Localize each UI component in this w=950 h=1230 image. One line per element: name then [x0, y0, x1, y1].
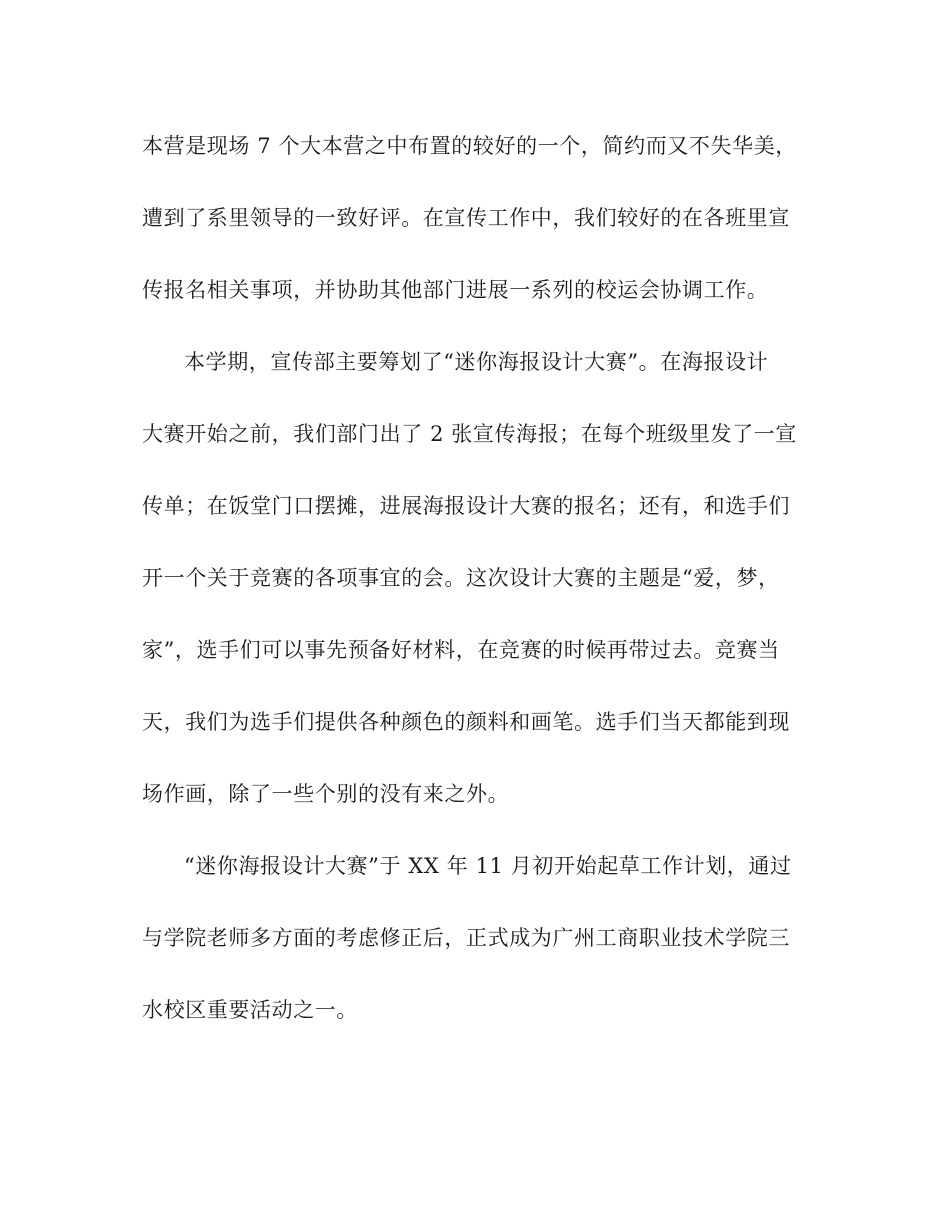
text-line: 家”，选手们可以事先预备好材料，在竞赛的时候再带过去。竞赛当: [142, 638, 780, 662]
text-line: 传单；在饭堂门口摆摊，进展海报设计大赛的报名；还有，和选手们: [142, 494, 790, 518]
text-line: 开一个关于竞赛的各项事宜的会。这次设计大赛的主题是“爱，梦，: [142, 566, 780, 590]
text-line: 水校区重要活动之一。: [142, 998, 358, 1022]
text-line: 场作画，除了一些个别的没有来之外。: [142, 782, 510, 806]
text-line: 大赛开始之前，我们部门出了 2 张宣传海报；在每个班级里发了一宣: [142, 422, 797, 446]
paragraph-start-line: “迷你海报设计大赛”于 XX 年 11 月初开始起草工作计划，通过: [184, 854, 792, 878]
text-line: 天，我们为选手们提供各种颜色的颜料和画笔。选手们当天都能到现: [142, 710, 790, 734]
paragraph-start-line: 本学期，宣传部主要筹划了“迷你海报设计大赛”。在海报设计: [184, 350, 769, 374]
text-line: 本营是现场 7 个大本营之中布置的较好的一个，简约而又不失华美，: [142, 134, 797, 158]
document-body: [142, 122, 810, 1058]
text-line: 与学院老师多方面的考虑修正后，正式成为广州工商职业技术学院三: [142, 926, 790, 950]
text-line: 遭到了系里领导的一致好评。在宣传工作中，我们较好的在各班里宣: [142, 206, 790, 230]
text-line: 传报名相关事项，并协助其他部门进展一系列的校运会协调工作。: [142, 278, 769, 302]
